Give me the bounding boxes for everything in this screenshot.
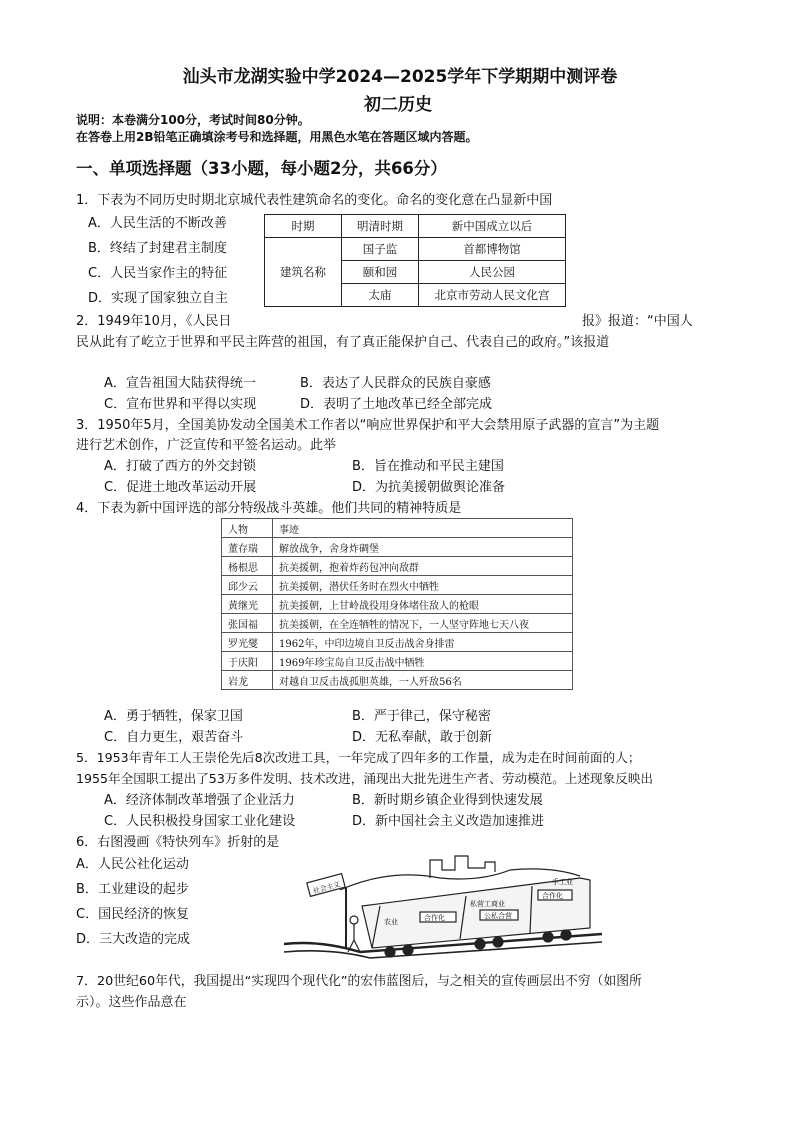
q1-table-cell: 国子监 (342, 238, 419, 261)
question-5-stem-b: 1955年全国职工提出了53万多件发明、技术改进，涌现出大批先进生产者、劳动模范。上述现象反映出 (76, 771, 654, 786)
q2-option-d: D．表明了土地改革已经全部完成 (300, 397, 493, 412)
question-6-stem: 6．右图漫画《特快列车》折射的是 (76, 835, 280, 850)
q1-option-c: C．人民当家作主的特征 (88, 266, 228, 281)
q4-table-cell: 抗美援朝，潜伏任务时在烈火中牺牲 (273, 576, 573, 595)
q1-table-row-label: 建筑名称 (265, 238, 342, 307)
q4-table-cell: 抗美援朝，上甘岭战役用身体堵住敌人的枪眼 (273, 595, 573, 614)
q2-option-b: B．表达了人民群众的民族自豪感 (300, 376, 491, 391)
q6-option-a: A．人民公社化运动 (76, 857, 189, 872)
cartoon-sign-label: 社会主义 (312, 880, 342, 896)
q4-table-header-deed: 事迹 (273, 519, 573, 538)
q1-table-cell: 人民公园 (419, 261, 566, 284)
q3-option-c: C．促进土地改革运动开展 (104, 480, 257, 495)
exam-note-2: 在答卷上用2B铅笔正确填涂考号和选择题，用黑色水笔在答题区域内答题。 (76, 130, 478, 144)
exam-note-1: 说明：本卷满分100分，考试时间80分钟。 (76, 113, 310, 127)
q4-hero-table (221, 518, 573, 690)
q4-table-cell: 黄继光 (222, 595, 273, 614)
q1-table-cell: 首都博物馆 (419, 238, 566, 261)
question-3-stem-a: 3．1950年5月，全国美协发动全国美术工作者以“响应世界保护和平大会禁用原子武器的宣言”为主题 (76, 418, 660, 433)
exam-title: 汕头市龙湖实验中学2024—2025学年下学期期中测评卷 (182, 67, 618, 87)
q4-option-a: A．勇于牺牲，保家卫国 (104, 709, 243, 724)
q4-table-cell: 解放战争，舍身炸碉堡 (273, 538, 573, 557)
q4-table-cell: 岩龙 (222, 671, 273, 690)
q1-table-header-ming-qing: 明清时期 (342, 215, 419, 238)
question-7-stem-a: 7．20世纪60年代，我国提出“实现四个现代化”的宏伟蓝图后，与之相关的宣传画层出不穷（如图所 (76, 974, 642, 989)
q2-option-c: C．宣布世界和平得以实现 (104, 397, 257, 412)
cartoon-car3-sub-label: 合作化 (424, 914, 445, 922)
exam-subtitle: 初二历史 (364, 95, 432, 115)
q5-option-b: B．新时期乡镇企业得到快速发展 (352, 793, 543, 808)
q4-option-b: B．严于律己，保守秘密 (352, 709, 491, 724)
q5-option-c: C．人民积极投身国家工业化建设 (104, 814, 296, 829)
express-train-cartoon (280, 848, 602, 960)
q1-table-cell: 太庙 (342, 284, 419, 307)
q4-table-cell: 邱少云 (222, 576, 273, 595)
cartoon-car1-label: 私营工商业 (470, 900, 505, 908)
q5-option-a: A．经济体制改革增强了企业活力 (104, 793, 295, 808)
q6-option-d: D．三大改造的完成 (76, 932, 191, 947)
q6-option-b: B．工业建设的起步 (76, 882, 189, 897)
q4-table-cell: 抗美援朝，在全连牺牲的情况下，一人坚守阵地七天八夜 (273, 614, 573, 633)
q1-option-b: B．终结了封建君主制度 (88, 241, 227, 256)
cartoon-car3-label: 农业 (384, 918, 398, 926)
q4-table-cell: 杨根思 (222, 557, 273, 576)
q1-table-header-period: 时期 (265, 215, 342, 238)
q4-table-cell: 1969年珍宝岛自卫反击战中牺牲 (273, 652, 573, 671)
cartoon-car2-label: 手工业 (552, 878, 573, 886)
q4-table-cell: 抗美援朝，抱着炸药包冲向敌群 (273, 557, 573, 576)
q1-option-d: D．实现了国家独立自主 (88, 291, 229, 306)
question-3-stem-b: 进行艺术创作，广泛宣传和平签名运动。此举 (76, 438, 337, 453)
q4-option-d: D．无私奉献，敢于创新 (352, 730, 493, 745)
question-1-stem: 1．下表为不同历史时期北京城代表性建筑命名的变化。命名的变化意在凸显新中国 (76, 193, 553, 208)
question-5-stem-a: 5．1953年青年工人王崇伦先后8次改进工具，一年完成了四年多的工作量，成为走在时间前面的人； (76, 750, 641, 765)
cartoon-car1-sub-label: 公私合营 (484, 912, 512, 920)
q4-table-cell: 对越自卫反击战孤胆英雄，一人歼敌56名 (273, 671, 573, 690)
question-2-stem-a: 2．1949年10月，《人民日 (76, 314, 232, 329)
q4-table-cell: 1962年，中印边境自卫反击战舍身排雷 (273, 633, 573, 652)
q6-option-c: C．国民经济的恢复 (76, 907, 190, 922)
section-heading: 一、单项选择题（33小题，每小题2分，共66分） (76, 159, 447, 178)
q4-table-cell: 罗光燮 (222, 633, 273, 652)
q3-option-a: A．打破了西方的外交封锁 (104, 459, 256, 474)
question-4-stem: 4．下表为新中国评选的部分特级战斗英雄。他们共同的精神特质是 (76, 501, 462, 516)
question-2-stem-b: 报》报道：“中国人 (582, 314, 693, 329)
q1-table-cell: 颐和园 (342, 261, 419, 284)
q1-option-a: A．人民生活的不断改善 (88, 216, 227, 231)
q5-option-d: D．新中国社会主义改造加速推进 (352, 814, 545, 829)
q2-option-a: A．宣告祖国大陆获得统一 (104, 376, 256, 391)
q4-table-header-person: 人物 (222, 519, 273, 538)
question-7-stem-b: 示）。这些作品意在 (76, 995, 187, 1010)
q4-table-cell: 张国福 (222, 614, 273, 633)
q1-table-cell: 北京市劳动人民文化宫 (419, 284, 566, 307)
question-2-stem-c: 民从此有了屹立于世界和平民主阵营的祖国，有了真正能保护自己、代表自己的政府。”该报道 (76, 335, 610, 350)
q3-option-d: D．为抗美援朝做舆论准备 (352, 480, 506, 495)
q1-table-header-new-china: 新中国成立以后 (419, 215, 566, 238)
q4-option-c: C．自力更生，艰苦奋斗 (104, 730, 244, 745)
q1-table (264, 214, 566, 307)
q4-table-cell: 于庆阳 (222, 652, 273, 671)
q3-option-b: B．旨在推动和平民主建国 (352, 459, 504, 474)
cartoon-car2-sub-label: 合作化 (542, 892, 563, 900)
q4-table-cell: 董存瑞 (222, 538, 273, 557)
